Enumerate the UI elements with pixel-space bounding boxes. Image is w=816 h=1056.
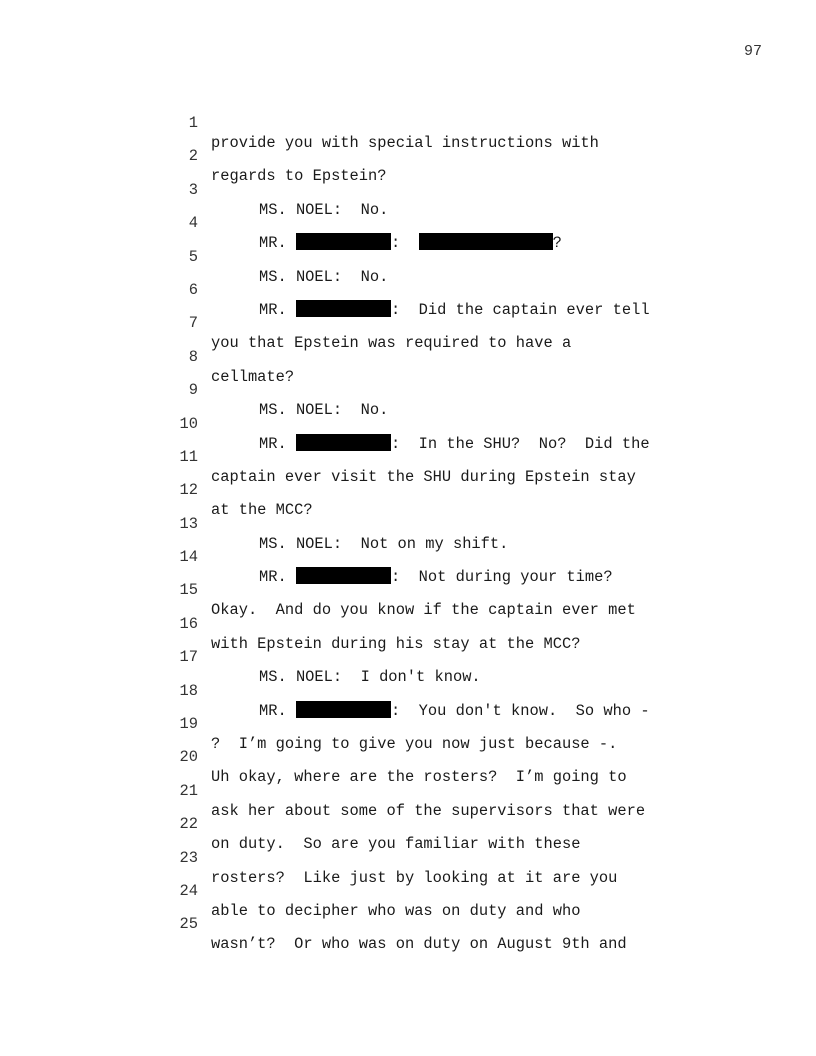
line-content: wasn’t? Or who was on duty on August 9th and	[211, 935, 627, 954]
transcript-line	[178, 694, 678, 754]
line-content: :	[390, 234, 419, 253]
line-number: 17	[179, 648, 198, 667]
line-number: 12	[179, 481, 198, 500]
line-content: : You don't know. So who -	[390, 701, 650, 720]
line-number: 22	[179, 815, 198, 834]
transcript-line	[178, 894, 678, 954]
line-content: MS. NOEL: Not on my shift.	[259, 534, 509, 553]
transcript-line	[178, 293, 678, 353]
transcript-line	[178, 594, 678, 653]
line-content: ? I’m going to give you now just because -.	[211, 735, 618, 754]
line-number: 20	[179, 748, 198, 767]
line-content: able to decipher who was on duty and who	[211, 901, 581, 920]
transcript-line	[178, 794, 678, 854]
line-number: 13	[179, 514, 198, 533]
line-content: Okay. And do you know if the captain ever met	[211, 601, 636, 620]
line-number: 5	[188, 247, 198, 266]
line-content: : In the SHU? No? Did the	[390, 434, 650, 453]
line-number: 25	[179, 915, 198, 934]
line-content: ask her about some of the supervisors that were	[211, 801, 646, 820]
transcript-line	[178, 126, 678, 186]
line-number: 19	[179, 715, 198, 734]
transcript-line	[178, 861, 678, 920]
transcript-line	[178, 360, 678, 420]
line-number: 2	[188, 147, 198, 166]
transcript-line	[178, 160, 678, 219]
line-content: at the MCC?	[211, 501, 313, 520]
line-content: : Did the captain ever tell	[390, 300, 650, 319]
line-content: rosters? Like just by looking at it are you	[211, 868, 618, 887]
line-number: 23	[179, 848, 198, 867]
line-number: 9	[188, 381, 198, 400]
transcript-line	[178, 761, 678, 820]
line-number: 1	[188, 114, 198, 132]
transcript-line	[178, 527, 678, 587]
line-content: you that Epstein was required to have a	[211, 334, 572, 353]
transcript-line	[178, 661, 678, 720]
speaker-prefix: MR.	[259, 434, 296, 453]
line-number: 10	[179, 414, 198, 433]
line-content: MS. NOEL: No.	[259, 267, 389, 286]
line-number: 6	[188, 280, 198, 299]
speaker-prefix: MR.	[259, 701, 296, 720]
speaker-prefix: MR.	[259, 234, 296, 253]
line-number: 8	[188, 347, 198, 366]
transcript-line	[178, 627, 678, 687]
transcript-line	[178, 193, 678, 253]
transcript-line	[178, 93, 678, 152]
line-content: with Epstein during his stay at the MCC?	[211, 634, 581, 653]
transcript-line	[178, 460, 678, 520]
page-number: 97	[743, 43, 762, 60]
line-number: 21	[179, 781, 198, 800]
line-content: on duty. So are you familiar with these	[211, 835, 581, 854]
line-content: MS. NOEL: No.	[259, 200, 389, 219]
line-number: 18	[179, 681, 198, 700]
transcript-line	[178, 727, 678, 787]
line-content: MS. NOEL: I don't know.	[259, 668, 481, 687]
line-content: regards to Epstein?	[211, 167, 387, 186]
speaker-prefix: MR.	[259, 300, 296, 319]
line-number: 4	[188, 214, 198, 233]
transcript-line	[178, 427, 678, 486]
line-number: 11	[179, 447, 198, 466]
line-content: cellmate?	[211, 367, 295, 386]
transcript-body	[178, 93, 678, 954]
line-content: provide you with special instructions with	[211, 134, 599, 152]
transcript-line	[178, 560, 678, 620]
transcript-line	[178, 828, 678, 887]
transcript-line	[178, 227, 678, 286]
speaker-prefix: MR.	[259, 568, 296, 587]
transcript-line	[178, 494, 678, 553]
line-number: 16	[179, 614, 198, 633]
line-content: ?	[552, 234, 562, 253]
line-number: 3	[188, 180, 198, 199]
line-text	[211, 934, 627, 954]
line-number: 7	[188, 314, 198, 333]
transcript-line	[178, 394, 678, 453]
line-number: 14	[179, 548, 198, 567]
line-number: 24	[179, 881, 198, 900]
line-content: captain ever visit the SHU during Epstein stay	[211, 467, 636, 486]
line-content: Uh okay, where are the rosters? I’m going to	[211, 768, 627, 787]
line-content: MS. NOEL: No.	[259, 401, 389, 420]
line-content: : Not during your time?	[390, 568, 613, 587]
transcript-line	[178, 327, 678, 386]
line-number: 15	[179, 581, 198, 600]
transcript-line	[178, 260, 678, 319]
